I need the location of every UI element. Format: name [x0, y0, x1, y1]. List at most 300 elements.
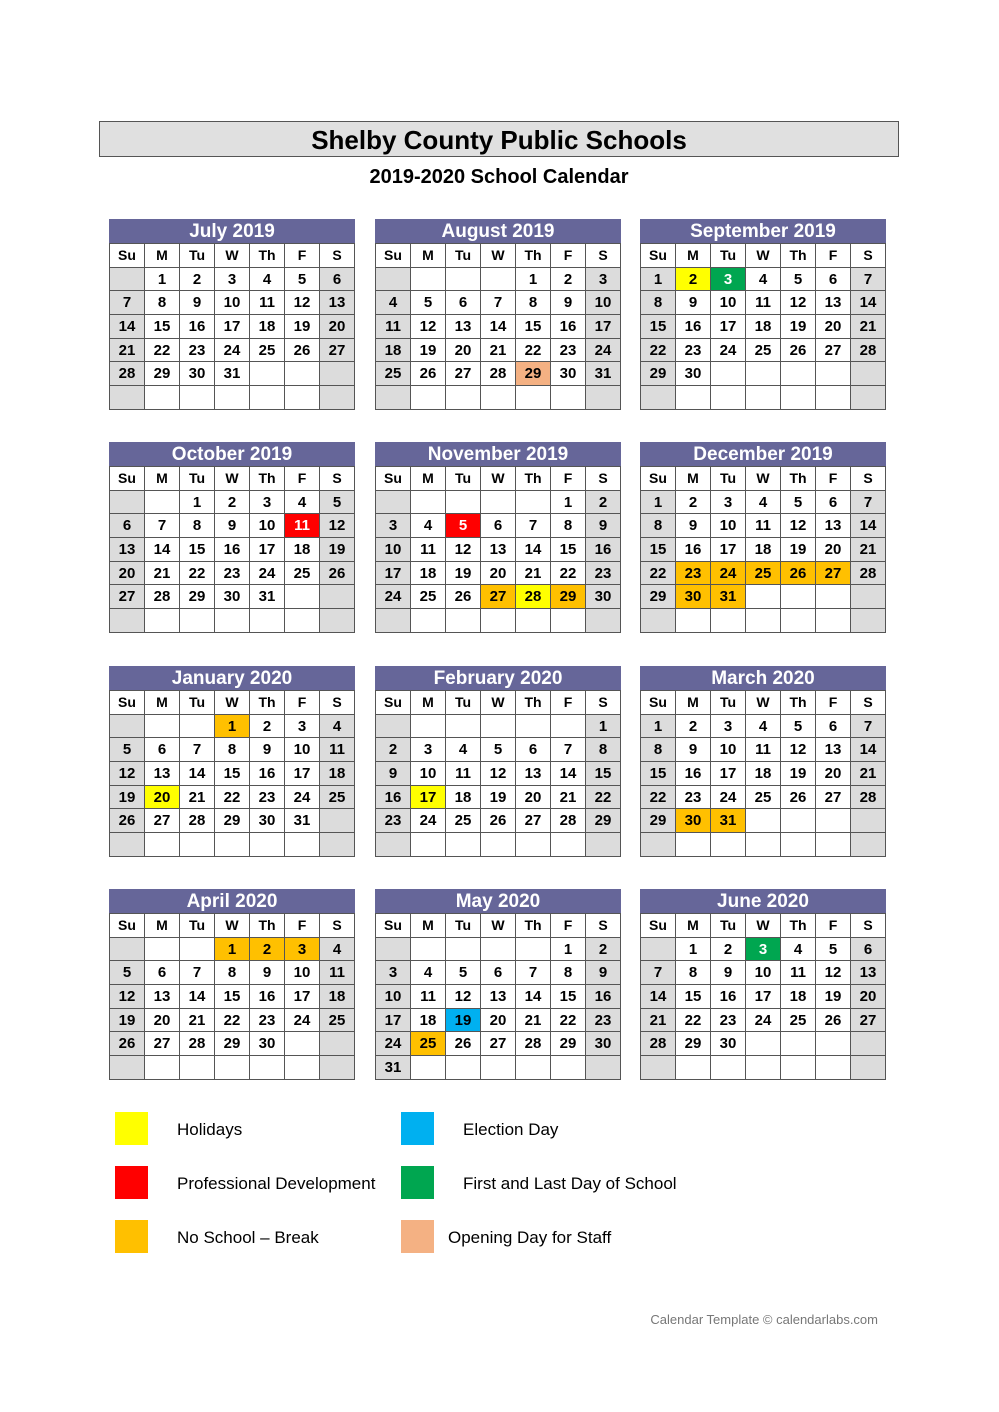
calendar-day: 14 [516, 538, 551, 562]
calendar-day: 7 [516, 514, 551, 538]
empty-day-cell [746, 609, 781, 633]
empty-day-cell [816, 386, 851, 410]
calendar-day: 4 [746, 490, 781, 514]
empty-day-cell [746, 833, 781, 857]
weekday-label: Th [250, 691, 285, 715]
weekday-label: M [411, 467, 446, 491]
calendar-day: 12 [816, 961, 851, 985]
weekday-label: Tu [711, 244, 746, 268]
calendar-day: 6 [481, 514, 516, 538]
calendar-day: 27 [851, 1008, 886, 1032]
empty-day-cell [816, 809, 851, 833]
calendar-day: 24 [586, 338, 621, 362]
weekday-label: F [816, 244, 851, 268]
empty-day-cell [851, 386, 886, 410]
calendar-day: 2 [711, 937, 746, 961]
calendar-day: 4 [746, 714, 781, 738]
calendar-day: 10 [711, 514, 746, 538]
calendar-day: 6 [110, 514, 145, 538]
empty-day-cell [586, 386, 621, 410]
calendar-day: 8 [215, 738, 250, 762]
empty-day-cell [376, 267, 411, 291]
calendar-day: 6 [516, 738, 551, 762]
calendar-day: 26 [446, 1032, 481, 1056]
weekday-label: Tu [711, 691, 746, 715]
calendar-day: 13 [516, 762, 551, 786]
empty-day-cell [816, 833, 851, 857]
calendar-day: 28 [180, 1032, 215, 1056]
calendar-day: 26 [816, 1008, 851, 1032]
calendar-day: 1 [586, 714, 621, 738]
calendar-day: 29 [551, 585, 586, 609]
calendar-day: 4 [446, 738, 481, 762]
calendar-day: 22 [180, 561, 215, 585]
empty-day-cell [285, 1056, 320, 1080]
calendar-day: 5 [781, 490, 816, 514]
calendar-day: 28 [110, 362, 145, 386]
calendar-day: 29 [586, 809, 621, 833]
weekday-label: W [746, 691, 781, 715]
empty-day-cell [110, 490, 145, 514]
calendar-day: 18 [746, 315, 781, 339]
calendar-day: 26 [320, 561, 355, 585]
calendar-day: 20 [851, 985, 886, 1009]
calendar-day: 11 [320, 738, 355, 762]
weekday-label: Su [110, 467, 145, 491]
month-title: June 2020 [640, 889, 886, 913]
empty-day-cell [816, 1032, 851, 1056]
calendar-day: 3 [285, 714, 320, 738]
calendar-day: 13 [816, 738, 851, 762]
calendar-day: 15 [180, 538, 215, 562]
empty-day-cell [446, 714, 481, 738]
weekday-label: Th [781, 467, 816, 491]
weekday-label: Th [781, 691, 816, 715]
calendar-day: 24 [376, 1032, 411, 1056]
empty-day-cell [676, 386, 711, 410]
weekday-label: M [676, 467, 711, 491]
calendar-day: 30 [180, 362, 215, 386]
month-title: November 2019 [375, 442, 621, 466]
empty-day-cell [285, 585, 320, 609]
calendar-day: 31 [250, 585, 285, 609]
weekday-label: M [411, 691, 446, 715]
legend-swatch-holiday [115, 1112, 148, 1145]
empty-day-cell [411, 267, 446, 291]
calendar-day: 27 [110, 585, 145, 609]
empty-day-cell [285, 609, 320, 633]
weekday-label: M [411, 244, 446, 268]
empty-day-cell [180, 714, 215, 738]
empty-day-cell [781, 809, 816, 833]
month-title: May 2020 [375, 889, 621, 913]
calendar-day: 16 [215, 538, 250, 562]
calendar-day: 3 [376, 961, 411, 985]
calendar-day: 6 [446, 291, 481, 315]
calendar-day: 2 [676, 267, 711, 291]
footer-credit: Calendar Template © calendarlabs.com [650, 1312, 878, 1327]
calendar-day: 13 [110, 538, 145, 562]
calendar-day: 27 [446, 362, 481, 386]
calendar-day: 6 [851, 937, 886, 961]
calendar-day: 9 [676, 291, 711, 315]
empty-day-cell [711, 609, 746, 633]
weekday-label: Tu [180, 691, 215, 715]
calendar-day: 10 [376, 985, 411, 1009]
calendar-day: 18 [781, 985, 816, 1009]
empty-day-cell [676, 833, 711, 857]
empty-day-cell [110, 1056, 145, 1080]
calendar-day: 7 [110, 291, 145, 315]
empty-day-cell [711, 386, 746, 410]
weekday-label: F [285, 467, 320, 491]
weekday-label: S [320, 467, 355, 491]
calendar-day: 18 [446, 785, 481, 809]
empty-day-cell [676, 609, 711, 633]
empty-day-cell [746, 1056, 781, 1080]
empty-day-cell [320, 362, 355, 386]
calendar-day: 14 [641, 985, 676, 1009]
calendar-day: 22 [676, 1008, 711, 1032]
empty-day-cell [376, 609, 411, 633]
legend-swatch-staff [401, 1220, 434, 1253]
empty-day-cell [551, 833, 586, 857]
calendar-title: Shelby County Public Schools [99, 121, 899, 157]
calendar-day: 19 [110, 785, 145, 809]
month-calendar [109, 666, 355, 857]
calendar-day: 31 [711, 585, 746, 609]
calendar-day: 29 [180, 585, 215, 609]
calendar-day: 13 [816, 514, 851, 538]
weekday-label: Tu [711, 467, 746, 491]
calendar-day: 25 [320, 1008, 355, 1032]
calendar-day: 25 [411, 1032, 446, 1056]
calendar-day: 20 [516, 785, 551, 809]
calendar-day: 25 [746, 785, 781, 809]
calendar-day: 31 [285, 809, 320, 833]
calendar-day: 7 [851, 267, 886, 291]
calendar-day: 17 [411, 785, 446, 809]
empty-day-cell [376, 937, 411, 961]
weekday-label: Th [516, 467, 551, 491]
calendar-day: 1 [641, 490, 676, 514]
calendar-day: 29 [641, 809, 676, 833]
empty-day-cell [110, 714, 145, 738]
calendar-day: 19 [110, 1008, 145, 1032]
calendar-day: 7 [851, 714, 886, 738]
legend-label: Opening Day for Staff [448, 1228, 612, 1247]
empty-day-cell [180, 937, 215, 961]
weekday-label: Th [516, 914, 551, 938]
calendar-day: 20 [320, 315, 355, 339]
calendar-day: 10 [285, 961, 320, 985]
calendar-day: 5 [781, 714, 816, 738]
calendar-day: 3 [411, 738, 446, 762]
calendar-day: 26 [781, 785, 816, 809]
calendar-day: 7 [180, 961, 215, 985]
calendar-day: 24 [376, 585, 411, 609]
empty-day-cell [376, 386, 411, 410]
calendar-day: 1 [215, 714, 250, 738]
empty-day-cell [145, 609, 180, 633]
empty-day-cell [446, 609, 481, 633]
empty-day-cell [781, 1056, 816, 1080]
calendar-day: 22 [215, 1008, 250, 1032]
calendar-day: 27 [816, 785, 851, 809]
calendar-day: 2 [551, 267, 586, 291]
calendar-day: 3 [711, 267, 746, 291]
calendar-day: 1 [145, 267, 180, 291]
calendar-day: 30 [215, 585, 250, 609]
calendar-day: 28 [516, 1032, 551, 1056]
empty-day-cell [641, 609, 676, 633]
calendar-day: 18 [285, 538, 320, 562]
calendar-day: 24 [285, 1008, 320, 1032]
month-title: April 2020 [109, 889, 355, 913]
month-calendar [640, 889, 886, 1080]
weekday-label: Su [641, 244, 676, 268]
calendar-day: 16 [676, 315, 711, 339]
weekday-label: S [320, 244, 355, 268]
calendar-day: 11 [746, 738, 781, 762]
calendar-day: 28 [145, 585, 180, 609]
calendar-day: 14 [180, 762, 215, 786]
calendar-day: 13 [446, 315, 481, 339]
calendar-day: 15 [641, 538, 676, 562]
calendar-day: 4 [411, 514, 446, 538]
calendar-day: 27 [320, 338, 355, 362]
calendar-day: 25 [446, 809, 481, 833]
calendar-day: 18 [746, 538, 781, 562]
month-calendar [640, 219, 886, 410]
calendar-day: 24 [746, 1008, 781, 1032]
calendar-day: 4 [376, 291, 411, 315]
month-title: February 2020 [375, 666, 621, 690]
empty-day-cell [816, 362, 851, 386]
empty-day-cell [781, 362, 816, 386]
weekday-label: Su [376, 691, 411, 715]
empty-day-cell [180, 1056, 215, 1080]
calendar-day: 31 [711, 809, 746, 833]
weekday-label: Tu [180, 244, 215, 268]
calendar-day: 5 [816, 937, 851, 961]
calendar-day: 1 [215, 937, 250, 961]
empty-day-cell [215, 1056, 250, 1080]
calendar-day: 26 [110, 1032, 145, 1056]
calendar-day: 14 [851, 514, 886, 538]
calendar-day: 12 [446, 538, 481, 562]
calendar-subtitle: 2019-2020 School Calendar [369, 166, 629, 188]
calendar-day: 16 [551, 315, 586, 339]
calendar-day: 10 [746, 961, 781, 985]
weekday-label: W [215, 244, 250, 268]
calendar-day: 29 [551, 1032, 586, 1056]
calendar-day: 7 [481, 291, 516, 315]
weekday-label: S [586, 691, 621, 715]
calendar-day: 2 [250, 937, 285, 961]
empty-day-cell [851, 809, 886, 833]
weekday-label: F [285, 914, 320, 938]
calendar-day: 5 [110, 738, 145, 762]
empty-day-cell [586, 1056, 621, 1080]
empty-day-cell [145, 490, 180, 514]
calendar-day: 23 [676, 785, 711, 809]
month-title: December 2019 [640, 442, 886, 466]
calendar-day: 24 [250, 561, 285, 585]
weekday-label: Tu [711, 914, 746, 938]
calendar-day: 2 [586, 937, 621, 961]
calendar-day: 11 [746, 514, 781, 538]
calendar-day: 3 [376, 514, 411, 538]
calendar-day: 11 [781, 961, 816, 985]
weekday-label: S [851, 467, 886, 491]
calendar-day: 10 [250, 514, 285, 538]
calendar-day: 21 [851, 315, 886, 339]
calendar-day: 3 [586, 267, 621, 291]
calendar-day: 10 [711, 738, 746, 762]
empty-day-cell [551, 714, 586, 738]
calendar-day: 1 [676, 937, 711, 961]
calendar-day: 22 [641, 785, 676, 809]
month-calendar [109, 219, 355, 410]
empty-day-cell [446, 937, 481, 961]
calendar-day: 14 [110, 315, 145, 339]
calendar-day: 28 [516, 585, 551, 609]
calendar-day: 8 [641, 514, 676, 538]
calendar-day: 6 [816, 267, 851, 291]
calendar-day: 20 [816, 538, 851, 562]
empty-day-cell [411, 609, 446, 633]
empty-day-cell [711, 833, 746, 857]
calendar-day: 22 [641, 561, 676, 585]
weekday-label: W [215, 914, 250, 938]
calendar-day: 25 [411, 585, 446, 609]
calendar-day: 11 [446, 762, 481, 786]
empty-day-cell [711, 362, 746, 386]
empty-day-cell [180, 833, 215, 857]
weekday-label: W [215, 691, 250, 715]
weekday-label: F [816, 467, 851, 491]
calendar-day: 7 [516, 961, 551, 985]
calendar-day: 14 [145, 538, 180, 562]
empty-day-cell [816, 1056, 851, 1080]
weekday-label: Tu [446, 691, 481, 715]
empty-day-cell [516, 1056, 551, 1080]
calendar-day: 28 [551, 809, 586, 833]
month-calendar [109, 889, 355, 1080]
calendar-day: 30 [250, 1032, 285, 1056]
empty-day-cell [851, 362, 886, 386]
empty-day-cell [320, 1056, 355, 1080]
empty-day-cell [481, 937, 516, 961]
calendar-day: 28 [851, 785, 886, 809]
calendar-day: 16 [180, 315, 215, 339]
calendar-day: 4 [781, 937, 816, 961]
month-title: October 2019 [109, 442, 355, 466]
calendar-day: 3 [215, 267, 250, 291]
empty-day-cell [746, 386, 781, 410]
calendar-day: 17 [746, 985, 781, 1009]
empty-day-cell [145, 937, 180, 961]
calendar-day: 24 [711, 561, 746, 585]
calendar-day: 27 [481, 1032, 516, 1056]
calendar-day: 23 [250, 1008, 285, 1032]
empty-day-cell [376, 714, 411, 738]
calendar-day: 19 [285, 315, 320, 339]
calendar-day: 4 [320, 714, 355, 738]
month-calendar [375, 666, 621, 857]
calendar-day: 14 [516, 985, 551, 1009]
weekday-label: F [551, 914, 586, 938]
calendar-day: 5 [446, 961, 481, 985]
calendar-day: 15 [215, 762, 250, 786]
calendar-day: 10 [711, 291, 746, 315]
calendar-day: 15 [145, 315, 180, 339]
calendar-day: 11 [320, 961, 355, 985]
empty-day-cell [676, 1056, 711, 1080]
calendar-day: 20 [481, 1008, 516, 1032]
empty-day-cell [746, 362, 781, 386]
legend-label: No School – Break [177, 1228, 319, 1247]
weekday-label: S [586, 914, 621, 938]
calendar-day: 7 [851, 490, 886, 514]
calendar-day: 30 [586, 1032, 621, 1056]
legend-swatch-break [115, 1220, 148, 1253]
calendar-day: 27 [816, 561, 851, 585]
calendar-day: 29 [641, 362, 676, 386]
empty-day-cell [851, 1056, 886, 1080]
weekday-label: Th [250, 467, 285, 491]
calendar-day: 11 [411, 538, 446, 562]
weekday-label: Th [250, 914, 285, 938]
calendar-day: 17 [285, 762, 320, 786]
calendar-day: 29 [676, 1032, 711, 1056]
calendar-day: 21 [851, 762, 886, 786]
empty-day-cell [711, 1056, 746, 1080]
weekday-label: Su [110, 691, 145, 715]
calendar-day: 2 [586, 490, 621, 514]
empty-day-cell [411, 937, 446, 961]
empty-day-cell [781, 833, 816, 857]
calendar-day: 11 [746, 291, 781, 315]
calendar-day: 8 [586, 738, 621, 762]
calendar-day: 21 [516, 1008, 551, 1032]
empty-day-cell [481, 386, 516, 410]
calendar-day: 23 [586, 561, 621, 585]
calendar-day: 26 [481, 809, 516, 833]
calendar-day: 25 [320, 785, 355, 809]
empty-day-cell [110, 833, 145, 857]
weekday-label: W [215, 467, 250, 491]
empty-day-cell [551, 609, 586, 633]
calendar-day: 28 [641, 1032, 676, 1056]
calendar-day: 11 [376, 315, 411, 339]
calendar-day: 21 [641, 1008, 676, 1032]
calendar-day: 25 [250, 338, 285, 362]
calendar-day: 26 [285, 338, 320, 362]
weekday-label: Th [250, 244, 285, 268]
calendar-day: 29 [641, 585, 676, 609]
calendar-day: 19 [446, 561, 481, 585]
weekday-label: S [586, 244, 621, 268]
calendar-day: 27 [145, 1032, 180, 1056]
calendar-day: 30 [676, 809, 711, 833]
calendar-day: 25 [746, 338, 781, 362]
calendar-day: 17 [586, 315, 621, 339]
calendar-day: 17 [376, 561, 411, 585]
calendar-day: 21 [516, 561, 551, 585]
calendar-day: 3 [711, 714, 746, 738]
